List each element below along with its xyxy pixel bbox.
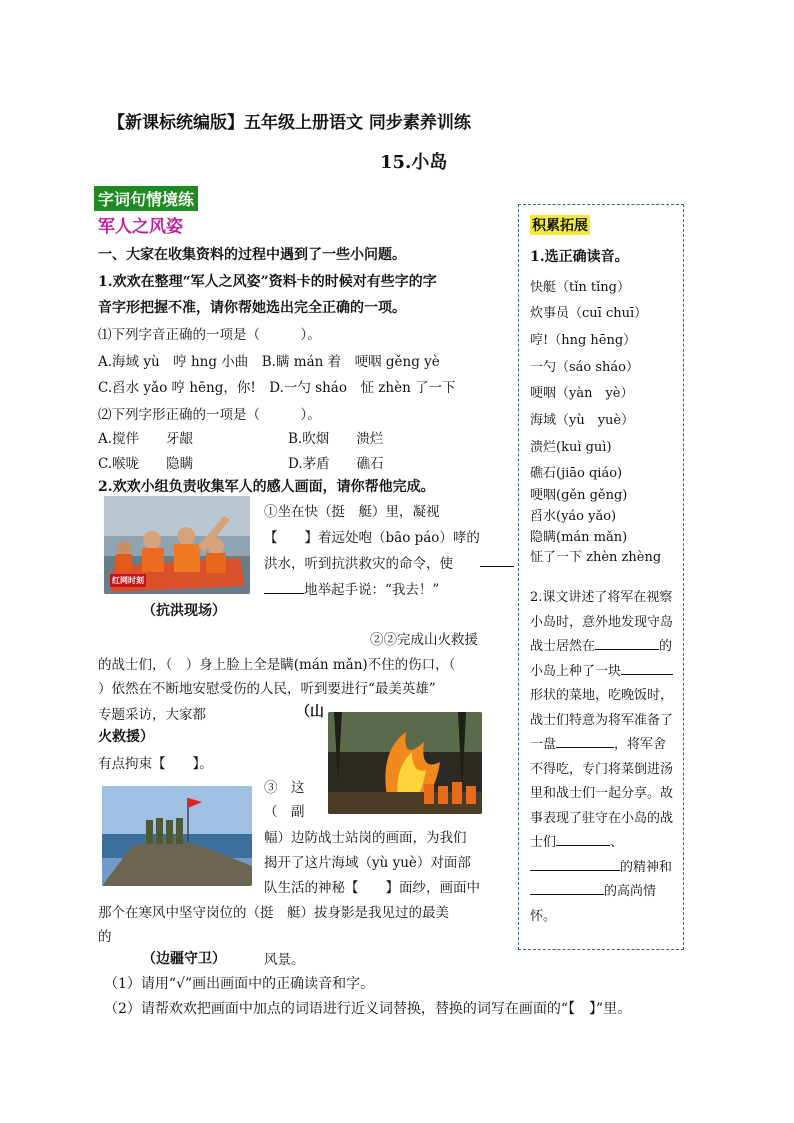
section-tag: 字词句情境练 bbox=[94, 186, 198, 211]
q2-text: 2.课文讲述了将军在视察小岛时，意外地发现守岛战士居然在 bbox=[530, 590, 674, 654]
photo-logo: 红网时刻 bbox=[112, 576, 144, 585]
scene3-line2: （ 副 bbox=[264, 804, 305, 820]
scene2-line4: 专题采访，大家都 bbox=[98, 707, 206, 723]
scene3-line7: 的 bbox=[98, 929, 112, 945]
sub2-option-b: B.吹烟 溃烂 bbox=[288, 431, 384, 447]
caption-border: （边疆守卫） bbox=[142, 951, 226, 967]
sub1-options-ab: A.海域 yù 哼 hng 小曲 B.瞒 mán 着 哽咽 gěng yè bbox=[98, 354, 440, 370]
pinyin-item: 哽咽(gěn gěng) bbox=[530, 488, 628, 503]
q1-line2: 音字形把握不准，请你帮她选出完全正确的一项。 bbox=[98, 300, 406, 316]
answer-blank[interactable] bbox=[530, 880, 604, 895]
pinyin-item: 怔了一下 zhèn zhèng bbox=[530, 550, 662, 565]
scene1-line4: 地举起手说：“我去！” bbox=[304, 582, 440, 598]
scene3-line3: 幅）边防战士站岗的画面，为我们 bbox=[264, 830, 467, 846]
pinyin-item: 一勺（sáo sháo） bbox=[530, 360, 640, 375]
scene1-line4-row bbox=[264, 578, 439, 598]
scene1-line2: 【 】着远处咆（bāo páo）哮的 bbox=[264, 530, 480, 546]
sub-question-2: ⑵下列字形正确的一项是（ ）。 bbox=[98, 407, 321, 423]
pinyin-item: 快艇（tǐn tǐng） bbox=[530, 280, 630, 295]
sidebar-q1: 1.选正确读音。 bbox=[530, 249, 629, 265]
pinyin-item: 礁石(jiāo qiáo) bbox=[530, 466, 623, 481]
sidebar-tag: 积累拓展 bbox=[530, 215, 590, 235]
caption-fire-b: 火救援） bbox=[98, 729, 154, 745]
pinyin-item: 舀水(yáo yǎo) bbox=[530, 509, 617, 524]
scene2-line2: 的战士们，（ ）身上脸上全是瞒(mán mǎn)不住的伤口，（ bbox=[98, 657, 456, 673]
sub-question-1: ⑴下列字音正确的一项是（ ）。 bbox=[98, 327, 321, 343]
part1-heading: 一、大家在收集资料的过程中遇到了一些小问题。 bbox=[98, 247, 406, 263]
q2-text: 的小岛上种了一块 bbox=[530, 639, 673, 679]
pinyin-item: 哽咽（yàn yè） bbox=[530, 386, 634, 401]
blank-line[interactable] bbox=[480, 566, 514, 567]
q2-text: 的精神和 bbox=[620, 859, 673, 875]
sidebar-q2 bbox=[530, 586, 678, 929]
task-1: （1）请用“√”画出画面中的正确读音和字。 bbox=[104, 976, 375, 992]
pinyin-item: 哼!（hng hēng） bbox=[530, 333, 637, 348]
scene1-line1: ①坐在快（挺 艇）里，凝视 bbox=[264, 504, 440, 520]
lesson-title: 15.小岛 bbox=[380, 152, 448, 173]
scene3-line5 bbox=[98, 876, 480, 896]
scene3-line6: 那个在寒风中坚守岗位的（挺 艇）拔身影是我见过的最美 bbox=[98, 905, 449, 921]
page-header-title: 【新课标统编版】五年级上册语文 同步素养训练 bbox=[108, 113, 471, 133]
q1-line1: 1.欢欢在整理“军人之风姿”资料卡的时候对有些字的字 bbox=[98, 274, 437, 290]
answer-blank[interactable] bbox=[556, 831, 610, 846]
sub1-options-cd: C.舀水 yǎo 哼 hēng，你! D.一勺 sháo 怔 zhèn 了一下 bbox=[98, 380, 456, 396]
scene2-line1: ②②完成山火救援 bbox=[370, 632, 478, 648]
scene3-line5-text: 队生活的神秘【 】面纱，画面中 bbox=[264, 880, 480, 896]
answer-blank[interactable] bbox=[595, 635, 659, 650]
task-2: （2）请帮欢欢把画面中加点的词语进行近义词替换，替换的词写在画面的“【 】”里。 bbox=[104, 1001, 632, 1017]
answer-blank[interactable] bbox=[530, 856, 620, 871]
scene1-line3: 洪水，听到抗洪救灾的命令，使 bbox=[264, 556, 453, 572]
pinyin-item: 隐瞒(mán mǎn) bbox=[530, 530, 628, 545]
sub2-option-c: C.喉咙 隐瞒 bbox=[98, 456, 194, 472]
q2-heading: 2.欢欢小组负责收集军人的感人画面，请你帮他完成。 bbox=[98, 479, 435, 495]
scene3-line1: ③ 这 bbox=[264, 780, 305, 796]
scene3-line4: 揭开了这片海域（yù yuè）对面部 bbox=[264, 855, 471, 871]
sub2-option-d: D.茅盾 礁石 bbox=[288, 456, 384, 472]
scene2-line5: 有点拘束【 】。 bbox=[98, 756, 213, 772]
pinyin-item: 炊事员（cuī chuī） bbox=[530, 306, 648, 321]
q2-text: 形状的菜地，吃晚饭时，战士们特意为将军准备了一盘 bbox=[530, 688, 674, 752]
flood-rescue-photo bbox=[104, 496, 250, 594]
q2-text: 的高尚情怀。 bbox=[530, 884, 657, 924]
caption-fire-a: （山 bbox=[296, 704, 324, 720]
answer-blank[interactable] bbox=[264, 579, 304, 594]
answer-blank[interactable] bbox=[556, 733, 614, 748]
caption-flood: （抗洪现场） bbox=[142, 603, 226, 619]
pinyin-item: 海域（yù yuè） bbox=[530, 413, 635, 428]
border-guard-photo bbox=[102, 786, 252, 886]
scene2-line3: ）依然在不断地安慰受伤的人民，听到要进行“最美英雄” bbox=[98, 681, 436, 697]
fire-rescue-photo bbox=[328, 712, 482, 814]
answer-blank[interactable] bbox=[621, 660, 673, 675]
pinyin-item: 溃烂(kuì guì) bbox=[530, 440, 612, 455]
scene3-end: 风景。 bbox=[264, 952, 305, 968]
q2-text: 、 bbox=[610, 835, 624, 850]
q2-text: ，将军舍不得吃，专门将菜倒进汤里和战士们一起分享。故事表现了驻守在小岛的战士们 bbox=[530, 737, 674, 850]
theme-heading: 军人之风姿 bbox=[98, 217, 183, 237]
sub2-option-a: A.搅伴 牙龈 bbox=[98, 431, 194, 447]
